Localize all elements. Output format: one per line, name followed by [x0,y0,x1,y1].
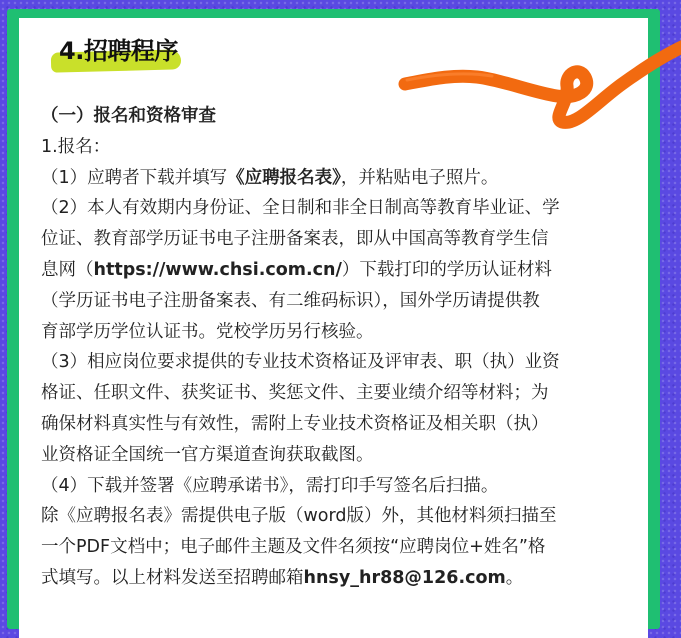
paragraph-5-line-3 [41,563,637,594]
paragraph-3-line-1: （3）相应岗位要求提供的专业技术资格证及评审表、职（执）业资 [41,352,560,373]
paragraph-5-line-1: 除《应聘报名表》需提供电子版（word版）外，其他材料须扫描至 [41,506,557,527]
paragraph-3-line-2: 格证、任职文件、获奖证书、奖惩文件、主要业绩介绍等材料；为 [41,383,549,404]
chsi-link: https://www.chsi.com.cn/ [93,259,342,280]
p1-text: （1）应聘者下载并填写 [41,167,228,188]
p1-bold: 《应聘报名表》 [227,167,341,188]
paragraph-2-line-2: 位证、教育部学历证书电子注册备案表，即从中国高等教育学生信 [41,229,549,250]
paragraph-3-line-4: 业资格证全国统一官方渠道查询获取截图。 [41,444,374,465]
recruitment-email: hnsy_hr88@126.com [303,567,506,588]
paragraph-4: （4）下载并签署《应聘承诺书》，需打印手写签名后扫描。 [41,475,499,496]
p2-text-end: ）下载打印的学历认证材料 [341,259,552,280]
document-body [41,101,637,594]
content-card [19,18,648,638]
p5-text-end: 。 [505,567,524,588]
p5-text: 式填写。以上材料发送至招聘邮箱 [41,567,304,588]
section-title: （一）报名和资格审查 [41,106,216,126]
p1-text-end: ，并粘贴电子照片。 [340,167,499,188]
heading-text: 4.招聘程序 [59,37,178,65]
paragraph-3-line-3: 确保材料真实性与有效性，需附上专业技术资格证及相关职（执） [41,413,549,434]
paragraph-2-line-5: 育部学历学位认证书。党校学历另行核验。 [41,321,374,342]
paragraph-2-line-4: （学历证书电子注册备案表、有二维码标识），国外学历请提供教 [41,290,540,311]
paragraph-2-line-3 [41,255,637,286]
paragraph-2-line-1: （2）本人有效期内身份证、全日制和非全日制高等教育毕业证、学 [41,198,560,219]
item-title: 1.报名： [41,136,111,157]
section-heading [51,29,191,73]
paragraph-5-line-2: 一个PDF文档中；电子邮件主题及文件名须按“应聘岗位+姓名”格 [41,537,546,558]
p2-text: 息网（ [41,259,94,280]
paragraph-1 [41,163,637,194]
